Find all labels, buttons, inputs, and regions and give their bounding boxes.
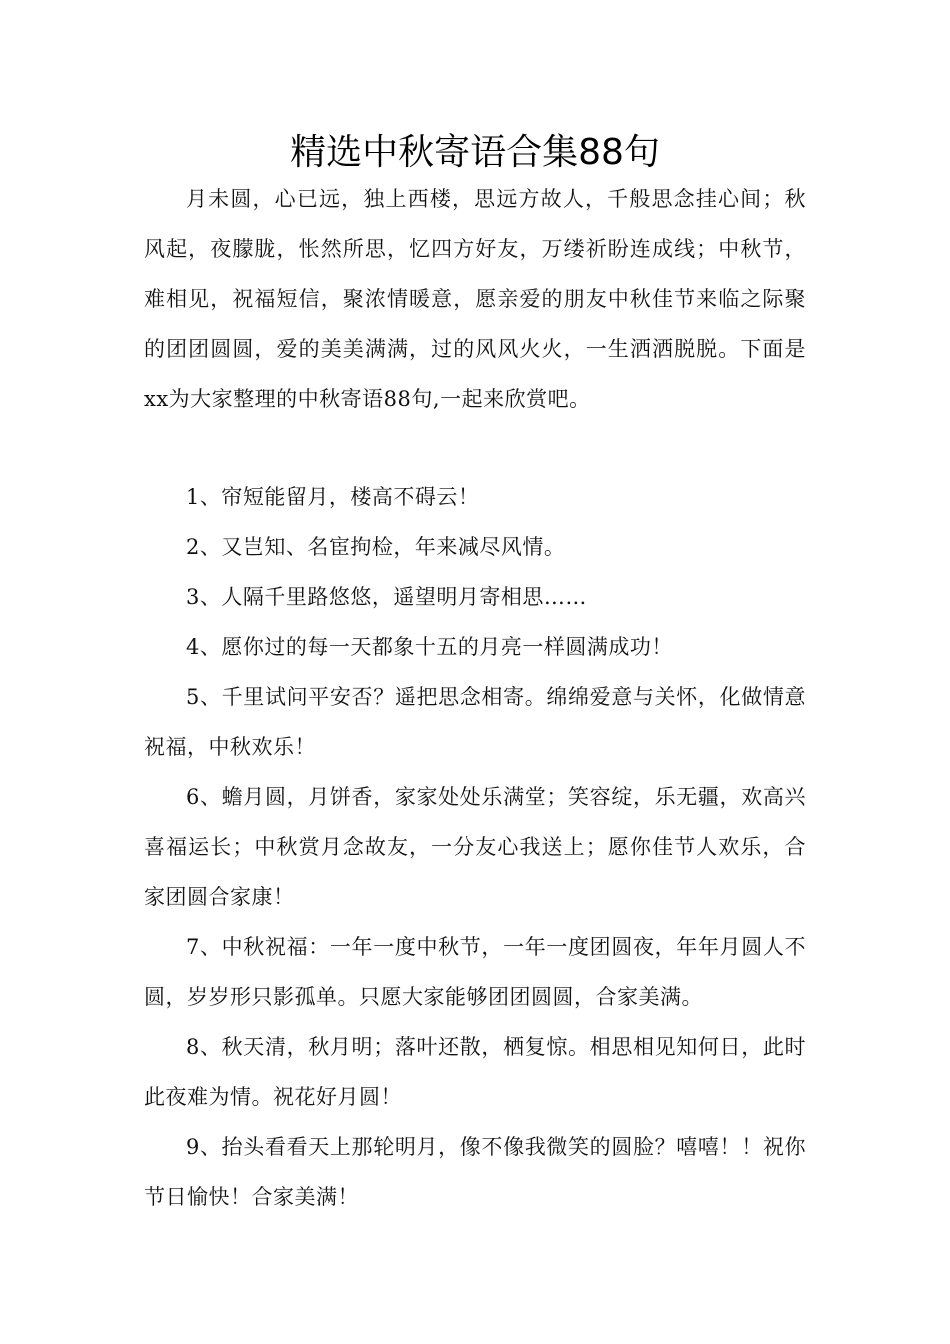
list-item: 2、又岂知、名宦拘检，年来减尽风情。: [186, 535, 566, 559]
list-item: 7、中秋祝福：一年一度中秋节，一年一度团圆夜，年年月圆人不圆，岁岁形只影孤单。只愿大家能够团团圆圆，合家美满。: [144, 935, 806, 1009]
list-item: 5、千里试问平安否？遥把思念相寄。绵绵爱意与关怀，化做情意祝福，中秋欢乐！: [144, 685, 806, 759]
list-item: 1、帘短能留月，楼高不碍云！: [186, 485, 480, 509]
document-body: [144, 174, 806, 1222]
list-item: 4、愿你过的每一天都象十五的月亮一样圆满成功！: [186, 635, 673, 659]
list-item: 6、蟾月圆，月饼香，家家处处乐满堂；笑容绽，乐无疆，欢高兴喜福运长；中秋赏月念故友，一分友心我送上；愿你佳节人欢乐，合家团圆合家康！: [144, 785, 806, 909]
list-item: 8、秋天清，秋月明；落叶还散，栖复惊。相思相见知何日，此时此夜难为情。祝花好月圆！: [144, 1035, 806, 1109]
paragraph-spacer: [144, 424, 806, 472]
intro-paragraph: 月未圆，心已远，独上西楼，思远方故人，千般思念挂心间；秋风起，夜朦胧，怅然所思，忆四方好友，万缕祈盼连成线；中秋节，难相见，祝福短信，聚浓情暖意，愿亲爱的朋友中秋佳节来临之际聚的团团圆圆，爱的美美满满，过的风风火火，一生洒洒脱脱。下面是xx为大家整理的中秋寄语88句,一起来欣赏吧。: [144, 187, 806, 411]
document-title: 精选中秋寄语合集88句: [290, 132, 660, 173]
list-item: 3、人隔千里路悠悠，遥望明月寄相思……: [186, 585, 587, 609]
list-item: 9、抬头看看天上那轮明月，像不像我微笑的圆脸？嘻嘻！！祝你节日愉快！合家美满！: [144, 1135, 806, 1209]
